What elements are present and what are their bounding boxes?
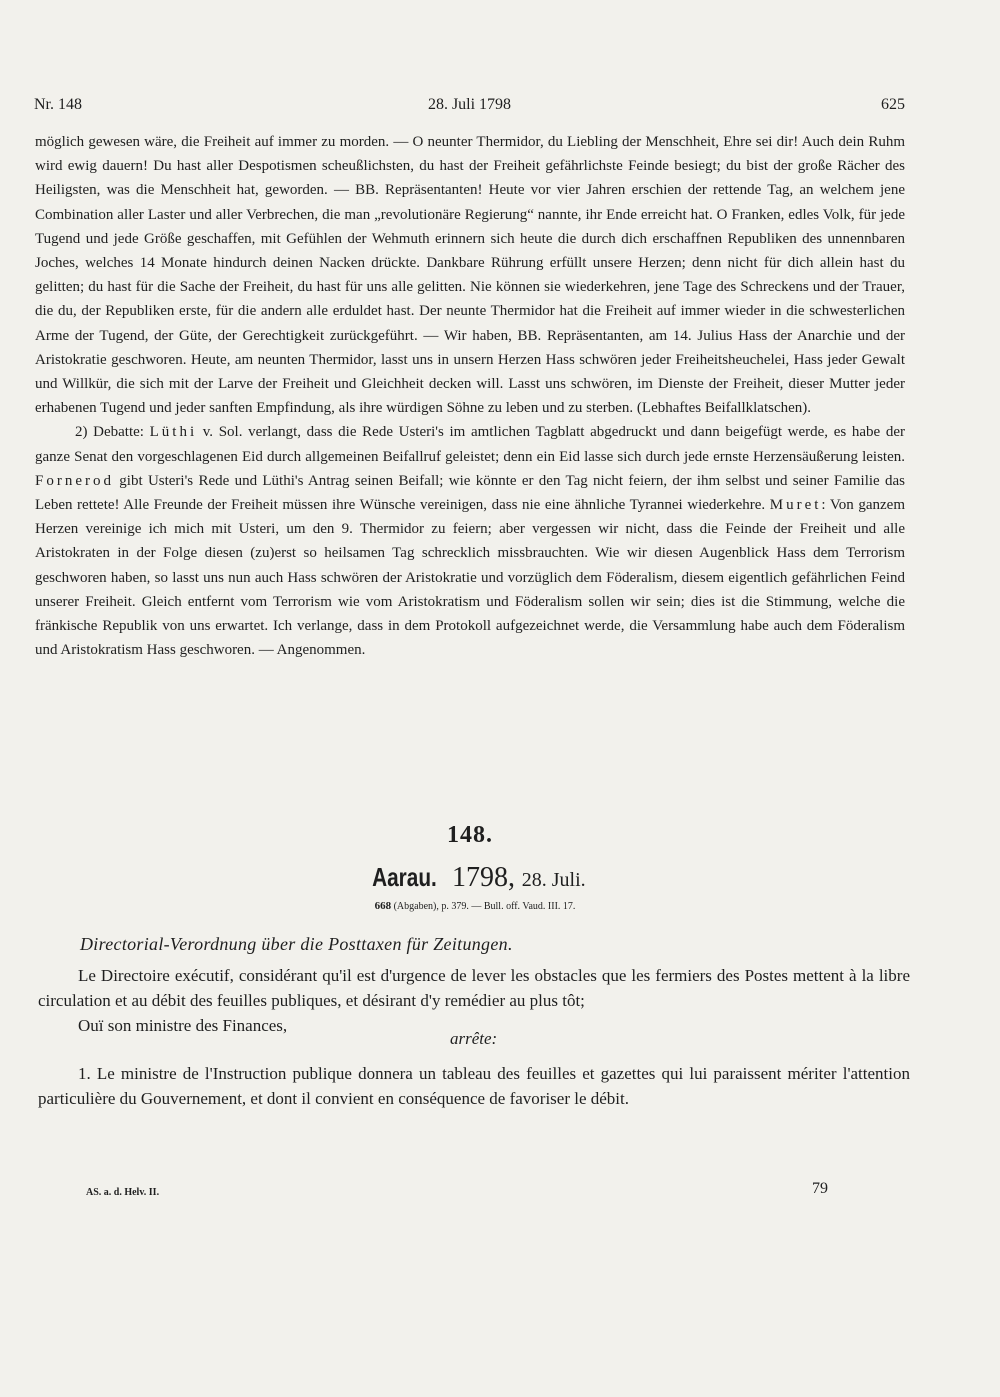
speaker-muret: Muret	[769, 497, 822, 514]
dateline-place: Aarau.	[372, 862, 438, 892]
header-number: Nr. 148	[34, 96, 82, 113]
dateline	[0, 862, 950, 894]
speaker-fornerod: Fornerod	[35, 472, 114, 489]
paragraph-speech: möglich gewesen wäre, die Freiheit auf immer zu morden. — O neunter Thermidor, du Liebling der Menschheit, Ehre sei dir! Auch dein Ruhm wird ewig dauern! Du hast aller Despotismen scheußlichsten, du hast der Freiheit gefährlichste Feinde besiegt; du bist der große Rächer des Heiligsten, was die Menschheit hat, geworden. — BB. Repräsentanten! Heute vor vier Jahren erschien der rettende Tag, an welchem jene Combination aller Laster und aller Verbrechen, die man „revolutionäre Regierung“ nannte, ihr Ende erreicht hat. O Franken, edles Volk, für jede Tugend und jede Größe geschaffen, mit Gefühlen der Wehmuth erinnern sich heute die durch dich erschaffnen Republiken des unnennbaren Joches, welches 14 Monate hindurch deinen Nacken drückte. Dankbare Rührung erfüllt unsere Herzen; denn nicht für dich allein hast du gelitten; du hast für die Sache der Freiheit, du hast für uns alle gelitten. Nie können sie wiederkehren, jene Tage des Schreckens und der Trauer, die du, der Republiken erste, für die andern alle erduldet hast. Der neunte Thermidor hat die Freiheit auf immer wieder in die schwesterlichen Arme der Tugend, der Güte, der Gerechtigkeit zurückgeführt. — Wir haben, BB. Repräsentanten, am 14. Julius Hass der Anarchie und der Aristokratie geschworen. Heute, am neunten Thermidor, lasst uns in unsern Herzen Hass schwören jeder Freiheitsheuchelei, Hass jeder Gewalt und Willkür, die sich mit der Larve der Freiheit und Gleichheit decken will. Lasst uns schwören, im Dienste der Freiheit, dieser Mutter jeder erhabenen Tugend und jeder sanften Empfindung, als ihre würdigen Söhne zu leben und zu sterben. (Lebhaftes Beifallklatschen).	[35, 134, 905, 417]
french-text	[38, 963, 910, 1111]
body-text	[35, 130, 905, 662]
debate-intro: 2) Debatte:	[75, 424, 150, 441]
source-number: 668	[374, 900, 392, 912]
debate-text-1: v. Sol. verlangt, dass die Rede Usteri's im amtlichen Tagblatt abgedruckt und dann beigefügt werde, es habe der ganze Senat den vorgeschlagenen Eid durch allgemeinen Beifallruf geleistet; denn ein Eid lasse sich durch jede ernste Herzensäußerung leisten.	[35, 424, 905, 465]
document-title: Directorial-Verordnung über die Posttaxen für Zeitungen.	[80, 934, 513, 954]
paragraph-debate	[35, 420, 905, 662]
dateline-year: 1798,	[452, 862, 515, 893]
arrete-line	[38, 1013, 910, 1048]
speaker-luethi: Lüthi	[149, 424, 198, 441]
french-preamble: Le Directoire exécutif, considérant qu'il est d'urgence de lever les obstacles que les fermiers des Postes mettent à la libre circulation et au débit des feuilles publiques, et désirant d'y remédier au plus tôt;	[38, 966, 910, 1010]
debate-text-2: gibt Usteri's Rede und Lüthi's Antrag seinen Beifall; wie könnte er den Tag nicht feiern, der ihm selbst und seiner Familie das Leben rettete! Alle Freunde der Freiheit müssen ihre Wünsche vereinigen, dass nie eine ähnliche Tyrannei wiederkehre.	[35, 472, 905, 514]
header-date: 28. Juli 1798	[427, 96, 512, 113]
header-page-number: 625	[881, 96, 905, 113]
document-number: 148.	[447, 822, 493, 848]
article-1: 1. Le ministre de l'Instruction publique donnera un tableau des feuilles et gazettes qui lui paraissent mériter l'attention particulière du Gouvernement, et dont il convient en conséquence de favoriser le débit.	[38, 1064, 910, 1108]
dateline-date: 28. Juli.	[521, 869, 586, 891]
source-details: (Abgaben), p. 379. — Bull. off. Vaud. III. 17.	[391, 901, 576, 912]
debate-text-3: : Von ganzem Herzen vereinige ich mich mit Usteri, um den 9. Thermidor zu feiern; aber vergessen wir nicht, dass die Feinde der Freiheit und alle Aristokraten in der Folge diesen (zu)erst so heilsamen Tag schrecklich missbrauchten. Wie wir diesen Augenblick Hass dem Terrorism geschworen haben, so lasst uns nun auch Hass schwören der Aristokratie und vorzüglich dem Föderalism, diesem eigentlich gefährlichen Feind unserer Freiheit. Gleich entfernt vom Terrorism wie vom Aristokratism und Föderalism sollen wir sein; dies ist die Stimmung, welche die fränkische Republik von uns erwartet. Ich verlange, dass in dem Protokoll aufgezeichnet werde, die Versammlung habe auch dem Föderalism und Aristokratism Hass geschworen. — Angenommen.	[35, 497, 906, 659]
oui-clause: Ouï son ministre des Finances,	[78, 1016, 288, 1035]
running-header	[34, 96, 905, 120]
footer-sheet-number: 79	[812, 1180, 828, 1197]
footer-signature: AS. a. d. Helv. II.	[86, 1187, 160, 1198]
source-reference	[0, 900, 950, 912]
arrete-word: arrête:	[450, 1029, 498, 1048]
